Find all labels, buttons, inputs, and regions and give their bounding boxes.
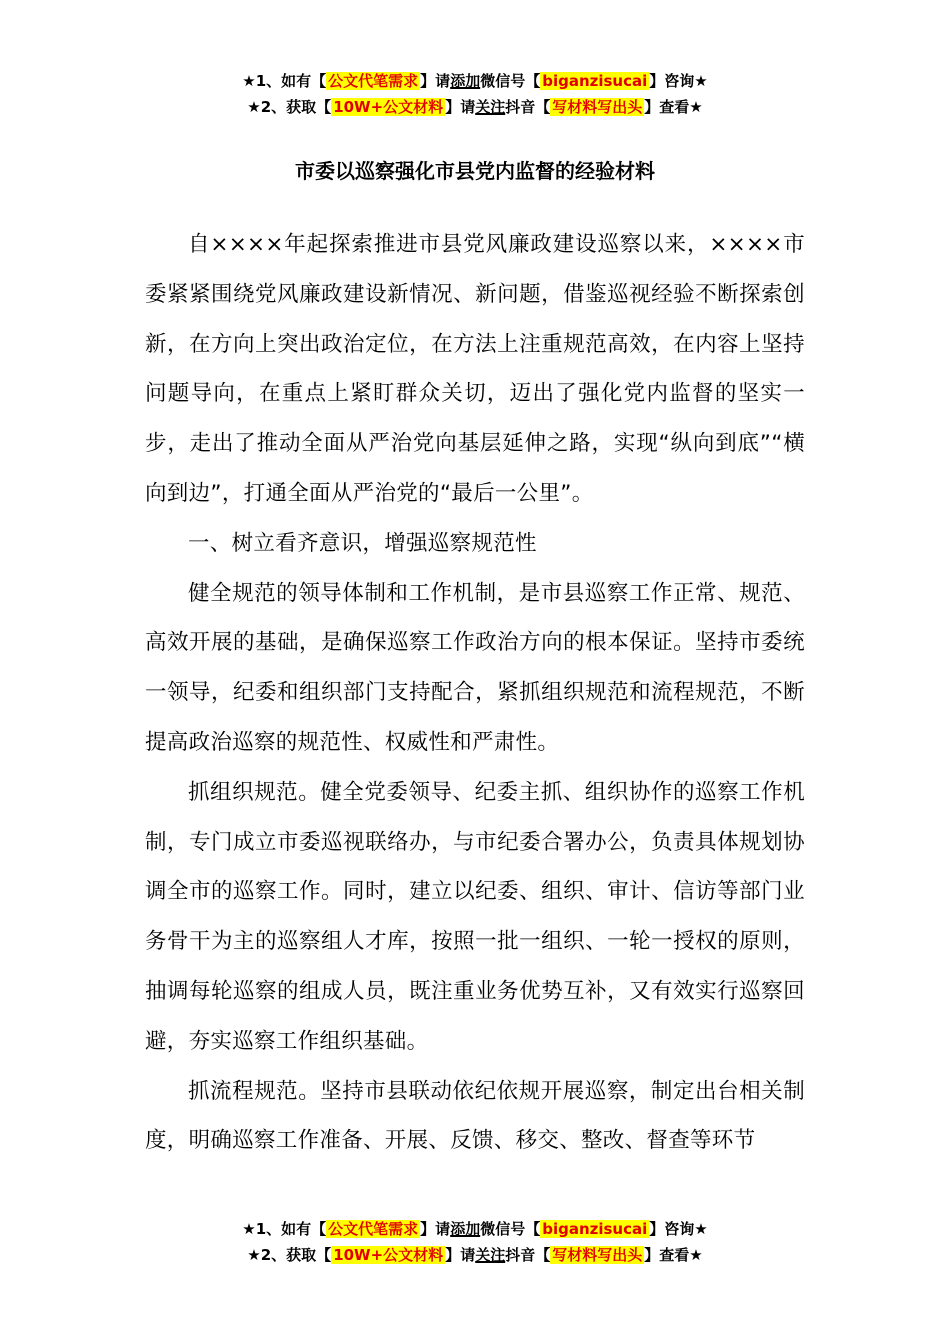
paragraph: 健全规范的领导体制和工作机制，是市县巡察工作正常、规范、高效开展的基础，是确保巡察工作政治方向的根本保证。坚持市委统一领导，纪委和组织部门支持配合，紧抓组织规范和流程规范，不断提高政治巡察的规范性、权威性和严肃性。	[145, 580, 805, 755]
banner-highlight: 公文代笔需求	[328, 1220, 419, 1238]
header-banner-line-1	[0, 68, 950, 94]
banner-text: 】查看★	[644, 1246, 703, 1264]
banner-emphasis: 关注	[475, 1246, 506, 1264]
banner-emphasis: 添加	[450, 72, 481, 90]
banner-text: 】请	[420, 1220, 451, 1238]
paragraph: 抓组织规范。健全党委领导、纪委主抓、组织协作的巡察工作机制，专门成立市委巡视联络办，与市纪委合署办公，负责具体规划协调全市的巡察工作。同时，建立以纪委、组织、审计、信访等部门业务骨干为主的巡察组人才库，按照一批一组织、一轮一授权的原则，抽调每轮巡察的组成人员，既注重业务优势互补，又有效实行巡察回避，夯实巡察工作组织基础。	[145, 779, 805, 1054]
banner-text: ★2、获取【	[247, 98, 332, 116]
banner-text: 】请	[445, 1246, 476, 1264]
document-body	[145, 220, 805, 1166]
footer-banner-line-2	[0, 1242, 950, 1268]
banner-text: 抖音【	[505, 1246, 551, 1264]
footer-banner	[0, 1216, 950, 1268]
banner-text: ★1、如有【	[242, 1220, 327, 1238]
banner-highlight: biganzisucai	[542, 72, 648, 90]
banner-text: 微信号【	[480, 1220, 541, 1238]
banner-text: 】请	[420, 72, 451, 90]
document-title: 市委以巡察强化市县党内监督的经验材料	[295, 159, 655, 183]
banner-emphasis: 添加	[450, 1220, 481, 1238]
banner-text: 微信号【	[480, 72, 541, 90]
banner-text: 】查看★	[644, 98, 703, 116]
banner-highlight: 10W+公文材料	[333, 98, 444, 116]
banner-text: 】咨询★	[649, 72, 708, 90]
banner-highlight: 写材料写出头	[552, 1246, 643, 1264]
footer-banner-line-1	[0, 1216, 950, 1242]
banner-highlight: biganzisucai	[542, 1220, 648, 1238]
header-banner-line-2	[0, 94, 950, 120]
banner-text: 抖音【	[505, 98, 551, 116]
banner-highlight: 写材料写出头	[552, 98, 643, 116]
banner-emphasis: 关注	[475, 98, 506, 116]
banner-text: ★1、如有【	[242, 72, 327, 90]
banner-text: ★2、获取【	[247, 1246, 332, 1264]
banner-text: 】请	[445, 98, 476, 116]
header-banner	[0, 68, 950, 120]
banner-highlight: 公文代笔需求	[328, 72, 419, 90]
paragraph-intro: 自××××年起探索推进市县党风廉政建设巡察以来，××××市委紧紧围绕党风廉政建设新情况、新问题，借鉴巡视经验不断探索创新，在方向上突出政治定位，在方法上注重规范高效，在内容上坚持问题导向，在重点上紧盯群众关切，迈出了强化党内监督的坚实一步，走出了推动全面从严治党向基层延伸之路，实现“纵向到底”“横向到边”，打通全面从严治党的“最后一公里”。	[145, 232, 805, 506]
paragraph: 抓流程规范。坚持市县联动依纪依规开展巡察，制定出台相关制度，明确巡察工作准备、开展、反馈、移交、整改、督查等环节	[145, 1078, 805, 1154]
section-heading: 一、树立看齐意识，增强巡察规范性	[188, 530, 537, 556]
banner-highlight: 10W+公文材料	[333, 1246, 444, 1264]
banner-text: 】咨询★	[649, 1220, 708, 1238]
